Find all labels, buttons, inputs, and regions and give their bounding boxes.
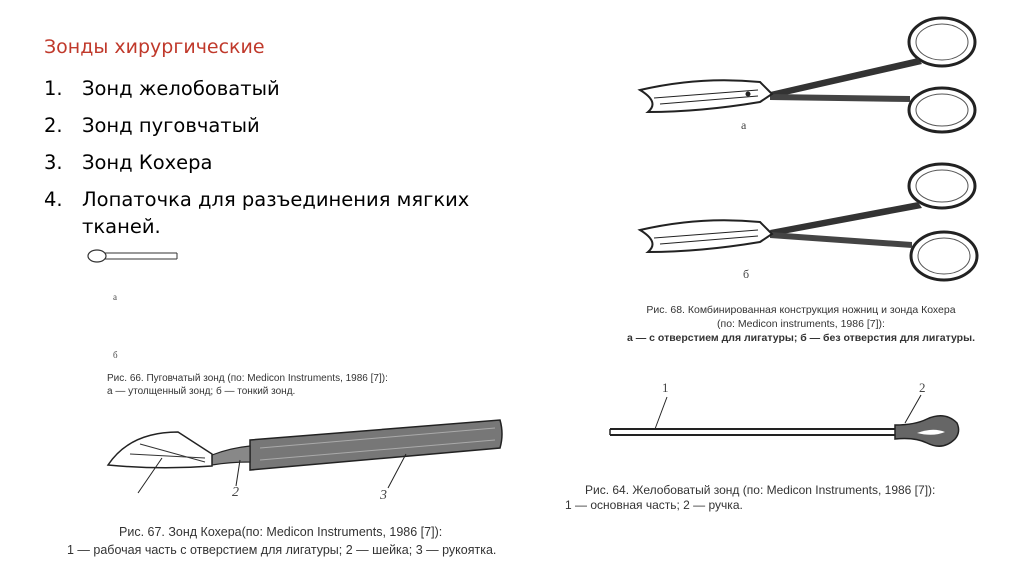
fig67-part2-label: 2 <box>232 485 239 500</box>
list-item: 3. Зонд Кохера <box>44 151 213 174</box>
list-item: 4. Лопаточка для разъединения мягких тканей. <box>44 188 470 238</box>
probe-list <box>44 70 552 240</box>
grooved-probe-illustration <box>605 395 975 455</box>
fig67-caption: Рис. 67. Зонд Кохера(по: Medicon Instruments, 1986 [7]): 1 — рабочая часть с отверстием для лигатуры; 2 — шейка; 3 — рукоятка. <box>67 525 497 557</box>
slide-heading: Зонды хирургические <box>44 36 265 58</box>
list-item: 2. Зонд пуговчатый <box>44 114 260 137</box>
fig68-label-b: б <box>743 267 750 281</box>
scissors-a-illustration <box>640 10 980 120</box>
fig67-part3-label: 3 <box>380 488 387 503</box>
fig64-part2-label: 2 <box>919 380 926 395</box>
fig66-caption: Рис. 66. Пуговчатый зонд (по: Medicon Instruments, 1986 [7]): а — утолщенный зонд; б — тонкий зонд. <box>107 373 388 397</box>
fig66-label-a: а <box>113 292 117 302</box>
fig66-label-b: б <box>113 350 118 360</box>
list-item: 1. Зонд желобоватый <box>44 77 280 100</box>
kocher-probe-illustration <box>100 410 510 510</box>
scissors-b-illustration <box>640 160 980 285</box>
fig68-caption: Рис. 68. Комбинированная конструкция ножниц и зонда Кохера (по: Medicon instruments, 1986 [7]): а — с отверстием для лигатуры; б — без отверстия для лигатуры. <box>627 304 975 344</box>
button-probe-illustration <box>85 242 185 272</box>
fig64-caption: Рис. 64. Желобоватый зонд (по: Medicon Instruments, 1986 [7]): 1 — основная часть; 2 — ручка. <box>565 483 936 512</box>
fig68-label-a: а <box>741 118 747 132</box>
fig64-part1-label: 1 <box>662 380 669 395</box>
